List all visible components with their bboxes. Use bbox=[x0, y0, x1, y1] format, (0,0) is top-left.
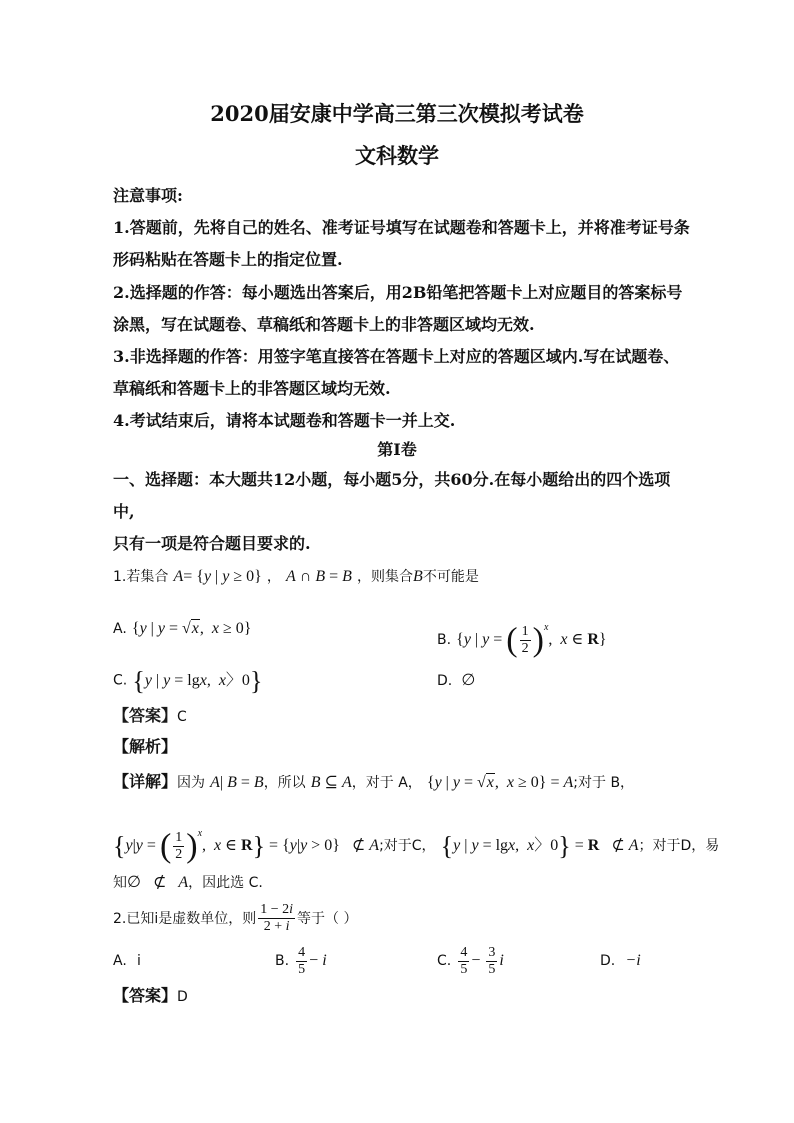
q2-option-d-value: −i bbox=[625, 952, 641, 969]
question-1-stem: 1.若集合 A= {y | y ≥ 0} ， A ∩ B = B ，则集合B不可能是 bbox=[113, 568, 479, 585]
question-1-detail-line-3 bbox=[113, 872, 263, 893]
math-detail-c: {y | y = lgx, x〉0} = R ⊄ A bbox=[440, 831, 639, 861]
section-intro-line-3: 只有一项是符合题目要求的. bbox=[113, 534, 311, 553]
q2-option-c-math: $\frac{4}{5}$ − $\frac{3}{5}$ i bbox=[460, 944, 504, 977]
analysis-tag: 【解析】 bbox=[113, 737, 178, 756]
question-2-prefix: 2.已知i是虚数单位，则 bbox=[113, 911, 257, 927]
question-1-comma: ， bbox=[266, 569, 281, 585]
detail-tag: 【详解】 bbox=[113, 772, 178, 791]
question-1-mid-text: ，则集合 bbox=[357, 569, 414, 585]
option-b-label: B. bbox=[437, 632, 452, 648]
notice-item-1-line-2: 形码粘贴在答题卡上的指定位置. bbox=[113, 250, 343, 269]
answer-tag: 【答案】 bbox=[113, 706, 178, 725]
math-set-a-definition: A bbox=[173, 568, 184, 585]
math-a-cap-b-eq-b: A| B = B bbox=[210, 774, 264, 791]
question-2-stem bbox=[113, 898, 358, 939]
question-2-option-b bbox=[275, 940, 327, 981]
notice-item-3-line-1: 3.非选择题的作答：用签字笔直接答在答题卡上对应的答题区域内.写在试题卷、 bbox=[113, 347, 680, 366]
detail-text-know: 知 bbox=[113, 875, 127, 891]
notice-item-2-line-1: 2.选择题的作答：每小题选出答案后，用2B铅笔把答题卡上对应题目的答案标号 bbox=[113, 283, 683, 302]
section-intro-line-2: 中, bbox=[113, 502, 135, 521]
question-1-option-c bbox=[113, 668, 262, 694]
math-detail-b: {y|y = ( $\frac{1}{2}$ )$^x$, x ∈ R} = {y|y > 0} ⊄ A bbox=[113, 827, 380, 865]
question-1-option-a bbox=[113, 618, 251, 639]
question-2-answer bbox=[113, 986, 188, 1007]
detail-text-for-b: ;对于 B， bbox=[573, 775, 635, 791]
exam-title: 2020届安康中学高三第三次模拟考试卷 bbox=[210, 101, 584, 126]
question-2-option-a bbox=[113, 950, 141, 971]
math-empty-not-subset: ∅ ⊄ A bbox=[127, 874, 189, 891]
question-1-detail-line-1 bbox=[113, 772, 634, 793]
math-detail-a: {y | y = √x, x ≥ 0} = A bbox=[426, 774, 574, 791]
question-1-prefix: 1.若集合 bbox=[113, 569, 169, 585]
answer-value: C bbox=[177, 709, 187, 725]
q2-option-c-label: C. bbox=[437, 953, 452, 969]
question-1-end-text: 不可能是 bbox=[422, 569, 479, 585]
notice-item-4: 4.考试结束后，请将本试题卷和答题卡一并上交. bbox=[113, 411, 456, 430]
q2-option-a-value: i bbox=[136, 953, 141, 969]
detail-text-for-c: ;对于C， bbox=[379, 838, 436, 854]
q2-answer-tag: 【答案】 bbox=[113, 986, 178, 1005]
detail-text-so: ，所以 bbox=[263, 775, 306, 791]
q2-option-d-label: D. bbox=[600, 953, 616, 969]
q2-option-a-label: A. bbox=[113, 953, 127, 969]
option-d-empty-set: ∅ bbox=[457, 672, 476, 689]
option-b-math: {y | y = ( $\frac{1}{2}$ )$^x$, x ∈ R} bbox=[456, 621, 607, 659]
option-c-math: {y | y = lgx, x〉0} bbox=[132, 666, 263, 695]
notice-item-2-line-2: 涂黑，写在试题卷、草稿纸和答题卡上的非答题区域均无效. bbox=[113, 315, 535, 334]
q2-option-b-math: $\frac{4}{5}$ − i bbox=[298, 944, 327, 977]
question-1-option-b bbox=[437, 606, 607, 662]
option-a-math: {y | y = √x, x ≥ 0} bbox=[131, 620, 252, 637]
exam-subtitle: 文科数学 bbox=[355, 143, 439, 168]
math-b-subset-a: B ⊆ A bbox=[310, 774, 352, 791]
detail-text-for-a: ，对于 A， bbox=[351, 775, 422, 791]
question-1-option-d bbox=[437, 670, 475, 691]
option-a-label: A. bbox=[113, 621, 127, 637]
q2-option-b-label: B. bbox=[275, 953, 290, 969]
notice-heading: 注意事项: bbox=[113, 186, 183, 205]
section-intro-line-1: 一、选择题：本大题共12小题，每小题5分，共60分.在每小题给出的四个选项 bbox=[113, 470, 671, 489]
notice-item-1-line-1: 1.答题前，先将自己的姓名、准考证号填写在试题卷和答题卡上，并将准考证号条 bbox=[113, 218, 690, 237]
option-d-label: D. bbox=[437, 673, 453, 689]
question-2-option-c bbox=[437, 940, 504, 981]
question-1-answer bbox=[113, 706, 187, 727]
detail-text-choose-c: ，因此选 C. bbox=[188, 875, 263, 891]
question-2-option-d bbox=[600, 950, 641, 971]
notice-item-3-line-2: 草稿纸和答题卡上的非答题区域均无效. bbox=[113, 379, 391, 398]
part-label: 第Ⅰ卷 bbox=[377, 440, 417, 459]
math-fraction-1-minus-2i-over-2-plus-i: $\frac{1 - 2i}{2 + i}$ bbox=[260, 902, 294, 934]
q2-answer-value: D bbox=[177, 989, 188, 1005]
question-1-detail-line-2 bbox=[113, 812, 719, 868]
option-c-label: C. bbox=[113, 672, 128, 689]
question-2-suffix: 等于（ ） bbox=[297, 911, 358, 927]
detail-text-because: 因为 bbox=[177, 775, 206, 791]
math-a-cap-b: A bbox=[286, 568, 296, 585]
detail-text-for-d: ；对于D，易 bbox=[638, 838, 720, 854]
